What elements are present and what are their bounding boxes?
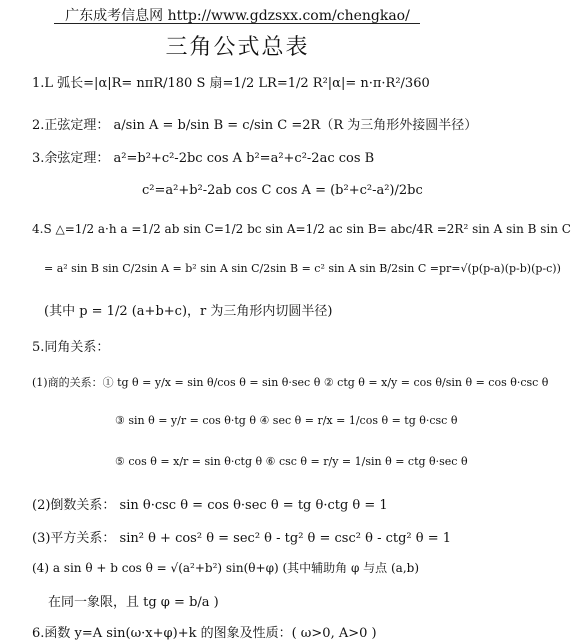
formula-square-relations: (3)平方关系： sin² θ + cos² θ = sec² θ - tg² θ = csc² θ - ctg² θ = 1 — [32, 531, 452, 546]
formula-auxiliary-angle-note: 在同一象限，且 tg φ = b/a ) — [48, 595, 219, 610]
formula-law-of-cosines-2: c²=a²+b²-2ab cos C cos A = (b²+c²-a²)/2bc — [142, 183, 423, 198]
header-rule — [54, 23, 420, 24]
section-same-angle: 5.同角关系： — [32, 340, 110, 355]
formula-arc-length-sector-area: 1.L 弧长=|α|R= nπR/180 S 扇=1/2 LR=1/2 R²|α|= n·π·R²/360 — [32, 76, 430, 91]
formula-triangle-area-2: = a² sin B sin C/2sin A = b² sin A sin C/2sin B = c² sin A sin B/2sin C =pr=√(p(p-a)(p-b)(p-c)) — [44, 262, 561, 275]
formula-semiperimeter-note: (其中 p = 1/2 (a+b+c)，r 为三角形内切圆半径) — [44, 304, 333, 319]
formula-reciprocal-relations: (2)倒数关系： sin θ·csc θ = cos θ·sec θ = tg θ·ctg θ = 1 — [32, 498, 388, 513]
formula-auxiliary-angle: (4) a sin θ + b cos θ = √(a²+b²) sin(θ+φ) (其中辅助角 φ 与点 (a,b) — [32, 561, 420, 575]
section-function-graph: 6.函数 y=A sin(ω·x+φ)+k 的图象及性质：( ω>0, A>0 ) — [32, 626, 377, 641]
formula-triangle-area-1: 4.S △=1/2 a·h a =1/2 ab sin C=1/2 bc sin A=1/2 ac sin B= abc/4R =2R² sin A sin B sin C — [32, 222, 571, 236]
formula-quotient-relations-3: ⑤ cos θ = x/r = sin θ·ctg θ ⑥ csc θ = r/y = 1/sin θ = ctg θ·sec θ — [115, 455, 468, 468]
formula-quotient-relations-2: ③ sin θ = y/r = cos θ·tg θ ④ sec θ = r/x = 1/cos θ = tg θ·csc θ — [115, 414, 458, 427]
formula-law-of-cosines-1: 3.余弦定理： a²=b²+c²-2bc cos A b²=a²+c²-2ac cos B — [32, 151, 375, 166]
formula-law-of-sines: 2.正弦定理： a/sin A = b/sin B = c/sin C =2R（R 为三角形外接圆半径） — [32, 118, 478, 133]
site-header: 广东成考信息网 http://www.gdzsxx.com/chengkao/ — [65, 8, 410, 24]
page-title: 三角公式总表 — [165, 35, 310, 60]
formula-quotient-relations: (1)商的关系：① tg θ = y/x = sin θ/cos θ = sin θ·sec θ ② ctg θ = x/y = cos θ/sin θ = cos θ·csc θ — [32, 376, 549, 389]
